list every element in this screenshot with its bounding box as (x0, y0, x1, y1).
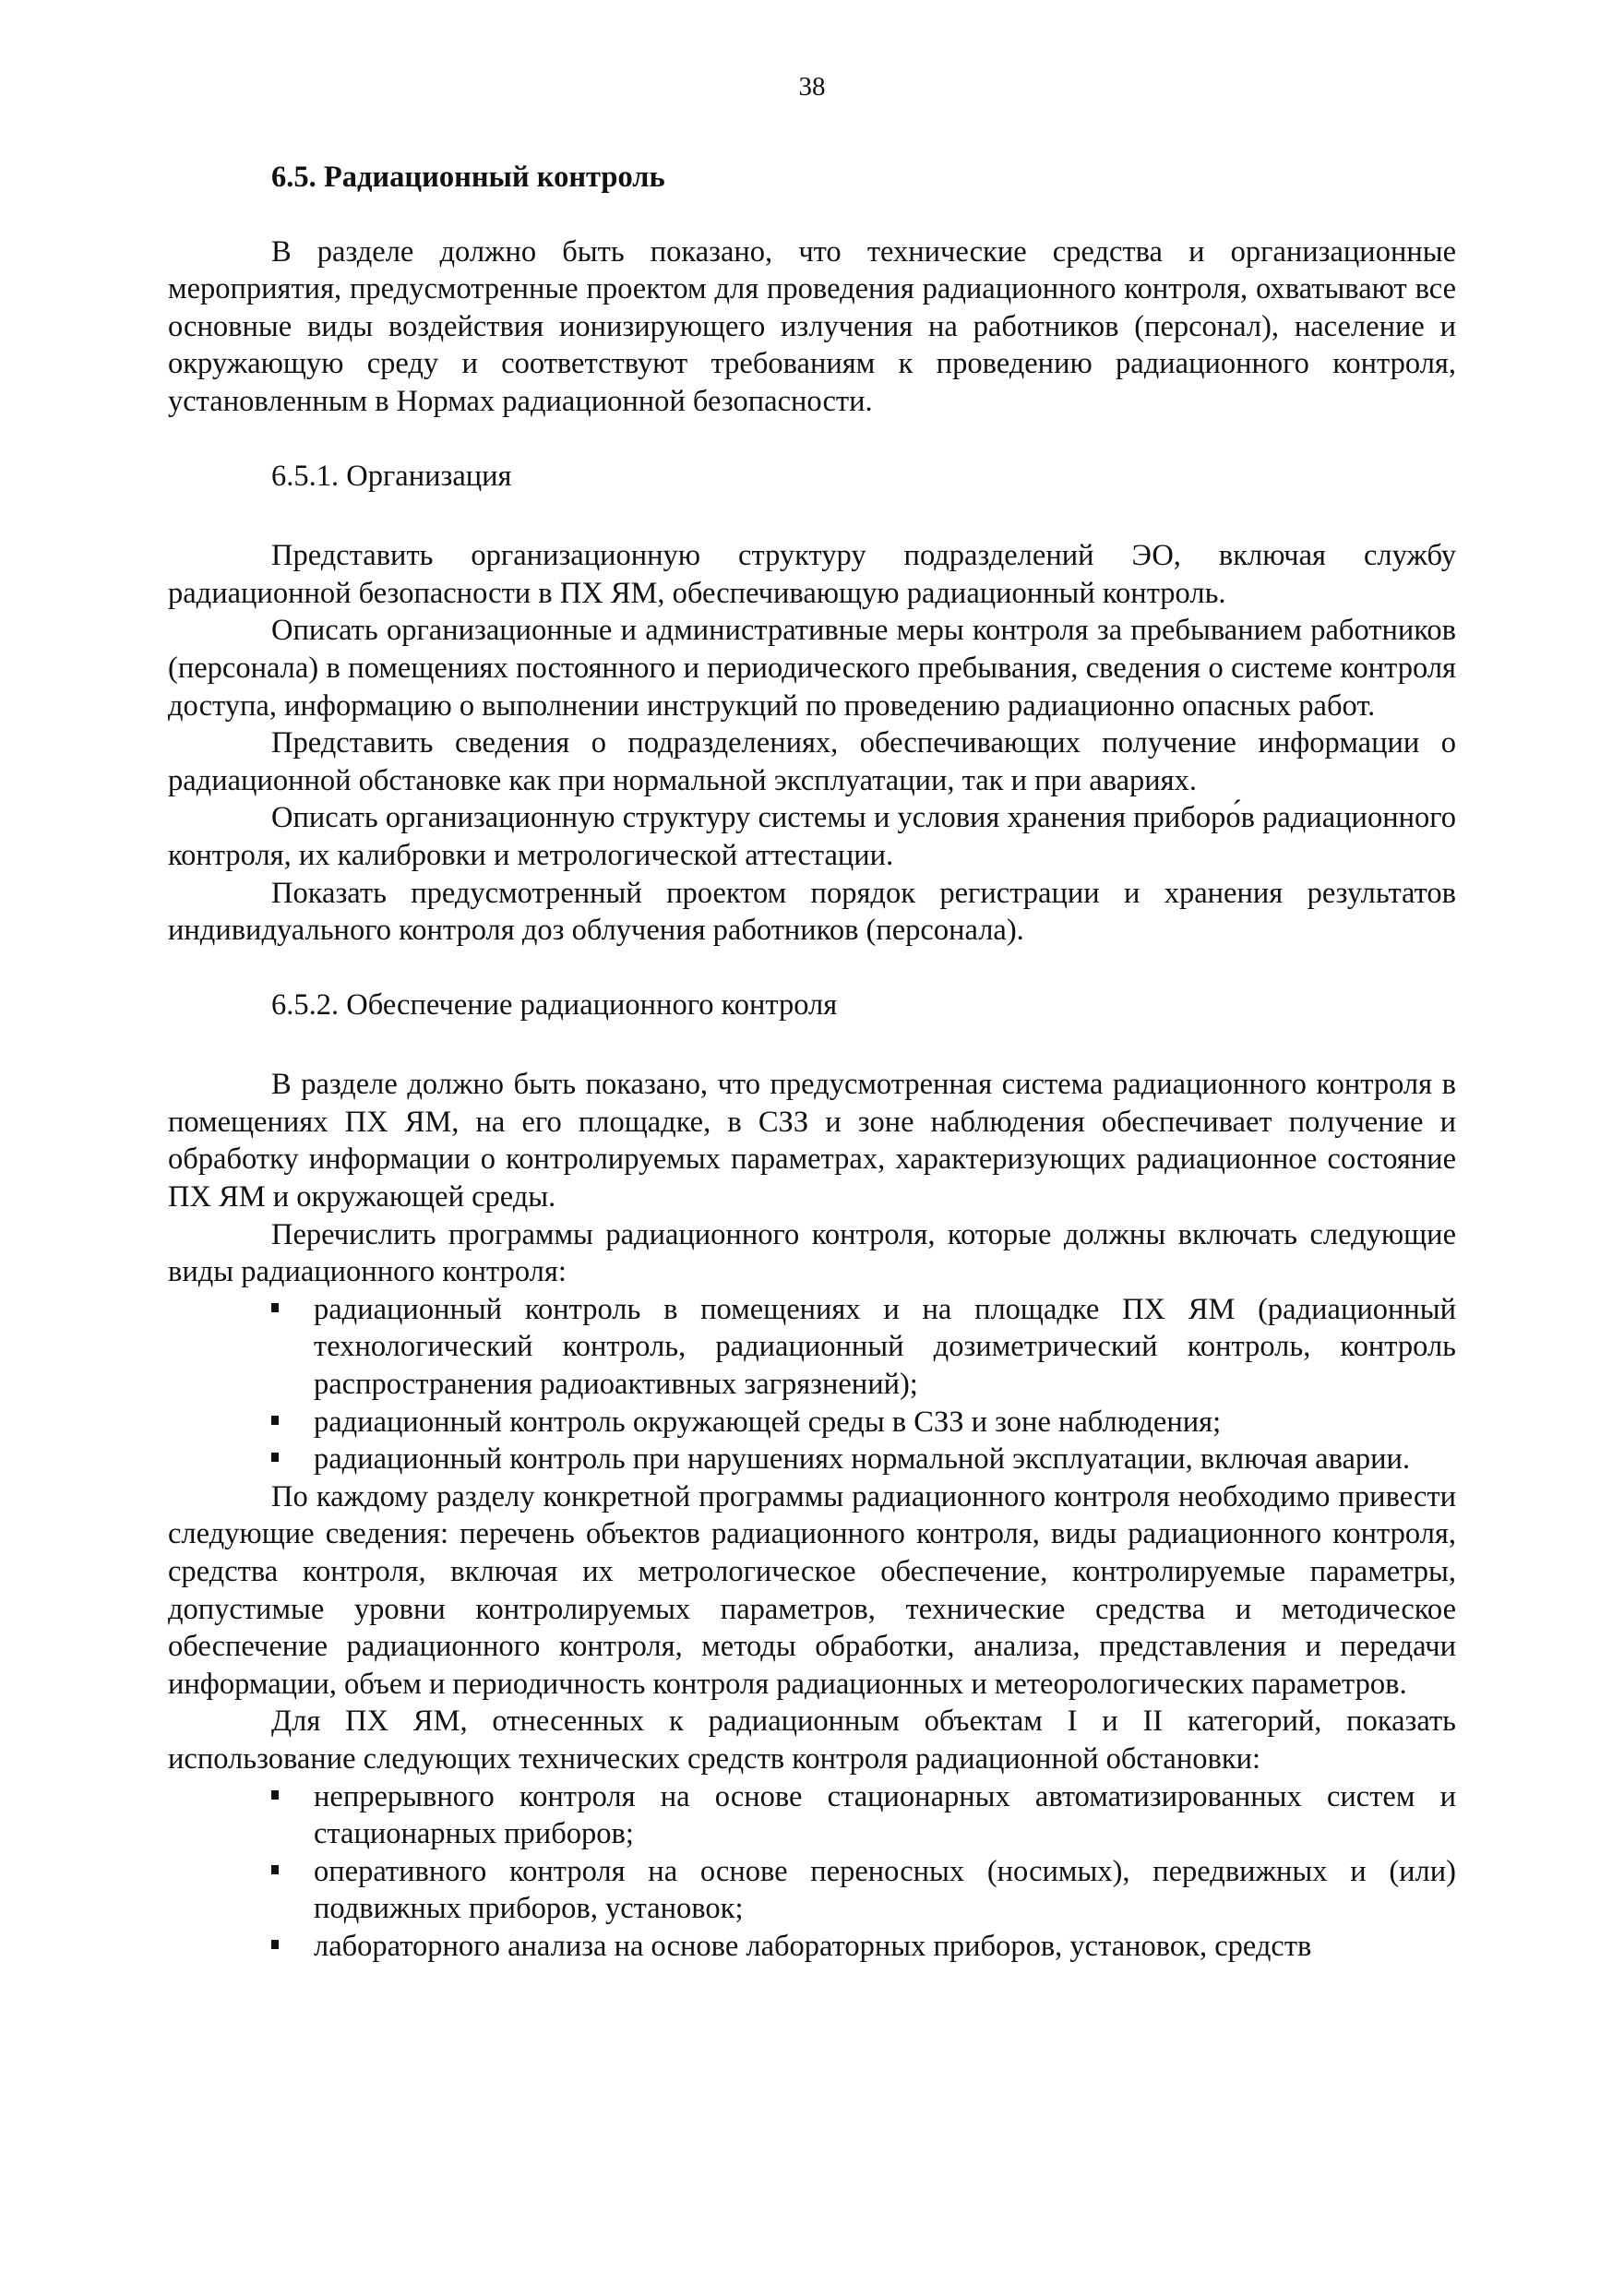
paragraph: Описать организационную структуру системы и условия хранения приборо́в радиационного контроля, их калибровки и метрологической аттестации. (168, 801, 1456, 872)
list-item-text: оперативного контроля на основе переносных (носимых), передвижных и (или) подвижных приборов, установок; (314, 1854, 1456, 1926)
list-item (168, 1291, 1456, 1404)
bullet-icon (271, 1865, 279, 1874)
paragraph: Представить сведения о подразделениях, обеспечивающих получение информации о радиационной обстановке как при нормальной эксплуатации, так и при авариях. (168, 726, 1456, 797)
paragraph: Для ПХ ЯМ, отнесенных к радиационным объектам I и II категорий, показать использование следующих технических средств контроля радиационной обстановки: (168, 1705, 1456, 1776)
list-item-text: лабораторного анализа на основе лабораторных приборов, установок, средств (314, 1929, 1312, 1963)
list-item (168, 1778, 1456, 1853)
paragraph: По каждому разделу конкретной программы радиационного контроля необходимо привести следующие сведения: перечень объектов радиационного контроля, виды радиационного контроля, средства контроля, включая их метрологическое обеспечение, контролируемые параметры, допустимые уровни контролируемых параметров, технические средства и методическое обеспечение радиационного контроля, методы обработки, анализа, представления и передачи информации, объем и периодичность контроля радиационных и метеорологических параметров. (168, 1479, 1456, 1701)
paragraph: Показать предусмотренный проектом порядок регистрации и хранения результатов индивидуального контроля доз облучения работников (персонала). (168, 876, 1456, 948)
paragraph: Представить организационную структуру подразделений ЭО, включая службу радиационной безопасности в ПХ ЯМ, обеспечивающую радиационный контроль. (168, 539, 1456, 610)
section-title: 6.5. Радиационный контроль (271, 161, 665, 194)
list-item (168, 1441, 1456, 1478)
subsection-2-title: 6.5.2. Обеспечение радиационного контроля (271, 987, 838, 1022)
bullet-icon (271, 1790, 279, 1800)
list-item-text: непрерывного контроля на основе стационарных автоматизированных систем и стационарных приборов; (314, 1779, 1456, 1851)
page-number: 38 (798, 72, 826, 102)
bullet-icon (271, 1453, 279, 1462)
bullet-icon (271, 1940, 279, 1949)
bullet-icon (271, 1303, 279, 1312)
spacer (168, 950, 1456, 987)
page-content (168, 159, 1456, 1966)
spacer (168, 495, 1456, 537)
section-intro-paragraph: В разделе должно быть показано, что технические средства и организационные мероприятия, предусмотренные проектом для проведения радиационного контроля, охватывают все основные виды воздействия ионизирующего излучения на работников (персонал), население и окружающую среду и соответствуют требованиям к проведению радиационного контроля, установленным в Нормах радиационной безопасности. (168, 234, 1456, 418)
bullet-list (168, 1778, 1456, 1966)
spacer (168, 1023, 1456, 1066)
list-item (168, 1853, 1456, 1928)
list-item-text: радиационный контроль окружающей среды в СЗЗ и зоне наблюдения; (314, 1405, 1222, 1439)
subsection-1-title: 6.5.1. Организация (271, 459, 512, 493)
paragraph: Описать организационные и административные меры контроля за пребыванием работников (персонала) в помещениях постоянного и периодического пребывания, сведения о системе контроля доступа, информацию о выполнении инструкций по проведению радиационно опасных работ. (168, 614, 1456, 723)
list-item (168, 1928, 1456, 1966)
paragraph: Перечислить программы радиационного контроля, которые должны включать следующие виды радиационного контроля: (168, 1217, 1456, 1289)
list-item-text: радиационный контроль в помещениях и на площадке ПХ ЯМ (радиационный технологический контроль, радиационный дозиметрический контроль, контроль распространения радиоактивных загрязнений); (314, 1292, 1456, 1402)
bullet-list (168, 1291, 1456, 1478)
bullet-icon (271, 1416, 279, 1425)
paragraph: В разделе должно быть показано, что предусмотренная система радиационного контроля в помещениях ПХ ЯМ, на его площадке, в СЗЗ и зоне наблюдения обеспечивает получение и обработку информации о контролируемых параметрах, характеризующих радиационное состояние ПХ ЯМ и окружающей среды. (168, 1068, 1456, 1214)
list-item (168, 1404, 1456, 1442)
spacer (168, 421, 1456, 458)
spacer (168, 197, 1456, 233)
list-item-text: радиационный контроль при нарушениях нормальной эксплуатации, включая аварии. (314, 1442, 1411, 1477)
